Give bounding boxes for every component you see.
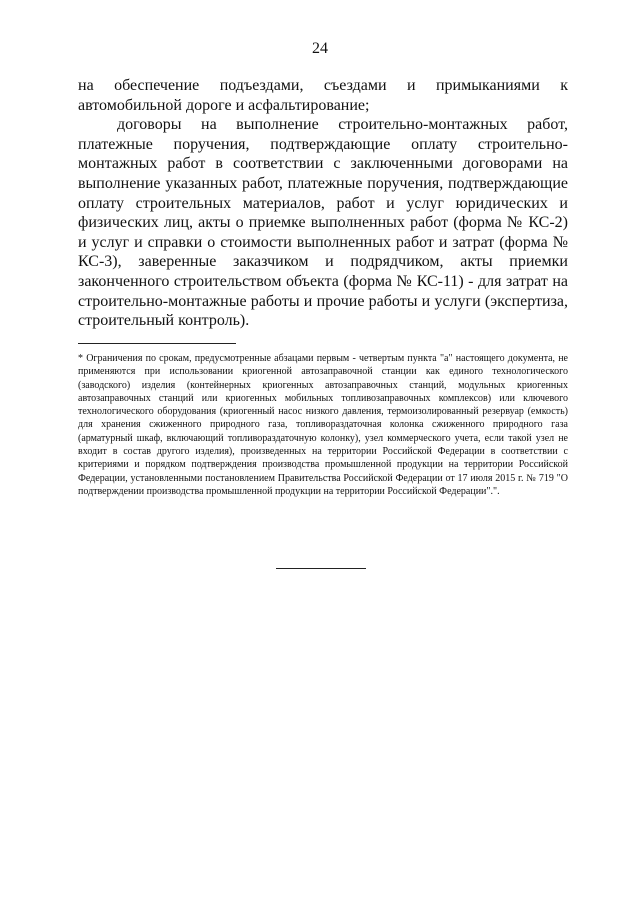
main-text: [78, 76, 568, 331]
end-of-text-rule: [276, 568, 366, 569]
footnote-text: * Ограничения по срокам, предусмотренные абзацами первым - четвертым пункта "а" настоящего документа, не применяются при использовании криогенной автозаправочной станции как единого технологического (заводского) изделия (контейнерных криогенных автозаправочных станций, модульных криогенных автозаправочных станций или криогенных мобильных топливозаправочных комплексов) или ключевого технологического оборудования (криогенный насос низкого давления, термоизолированный резервуар (емкость) для хранения сжиженного природного газа, топливораздаточная колонка сжиженного природного газа (арматурный шкаф, включающий топливораздаточную колонку), узел коммерческого учета, если такой узел не входит в состав другого изделия), произведенных на территории Российской Федерации в соответствии с критериями и порядком подтверждения производства промышленной продукции на территории Российской Федерации, установленными постановлением Правительства Российской Федерации от 17 июля 2015 г. № 719 "О подтверждении производства промышленной продукции на территории Российской Федерации".".: [78, 353, 568, 497]
footnote-separator: [78, 343, 236, 344]
footnote: [78, 352, 568, 498]
paragraph-contracts: договоры на выполнение строительно-монтажных работ, платежные поручения, подтверждающие оплату строительно-монтажных работ в соответствии с заключенными договорами на выполнение указанных работ, платежные поручения, подтверждающие оплату строительных материалов, работ и услуг юридических и физических лиц, акты о приемке выполненных работ (форма № КС-2) и услуг и справки о стоимости выполненных работ и затрат (форма № КС-3), заверенные заказчиком и подрядчиком, акты приемки законченного строительством объекта (форма № КС-11) - для затрат на строительно-монтажные работы и прочие работы и услуги (экспертиза, строительный контроль).: [78, 116, 568, 330]
page-number: 24: [312, 40, 328, 57]
paragraph-continuation: на обеспечение подъездами, съездами и примыканиями к автомобильной дороге и асфальтирование;: [78, 77, 568, 114]
